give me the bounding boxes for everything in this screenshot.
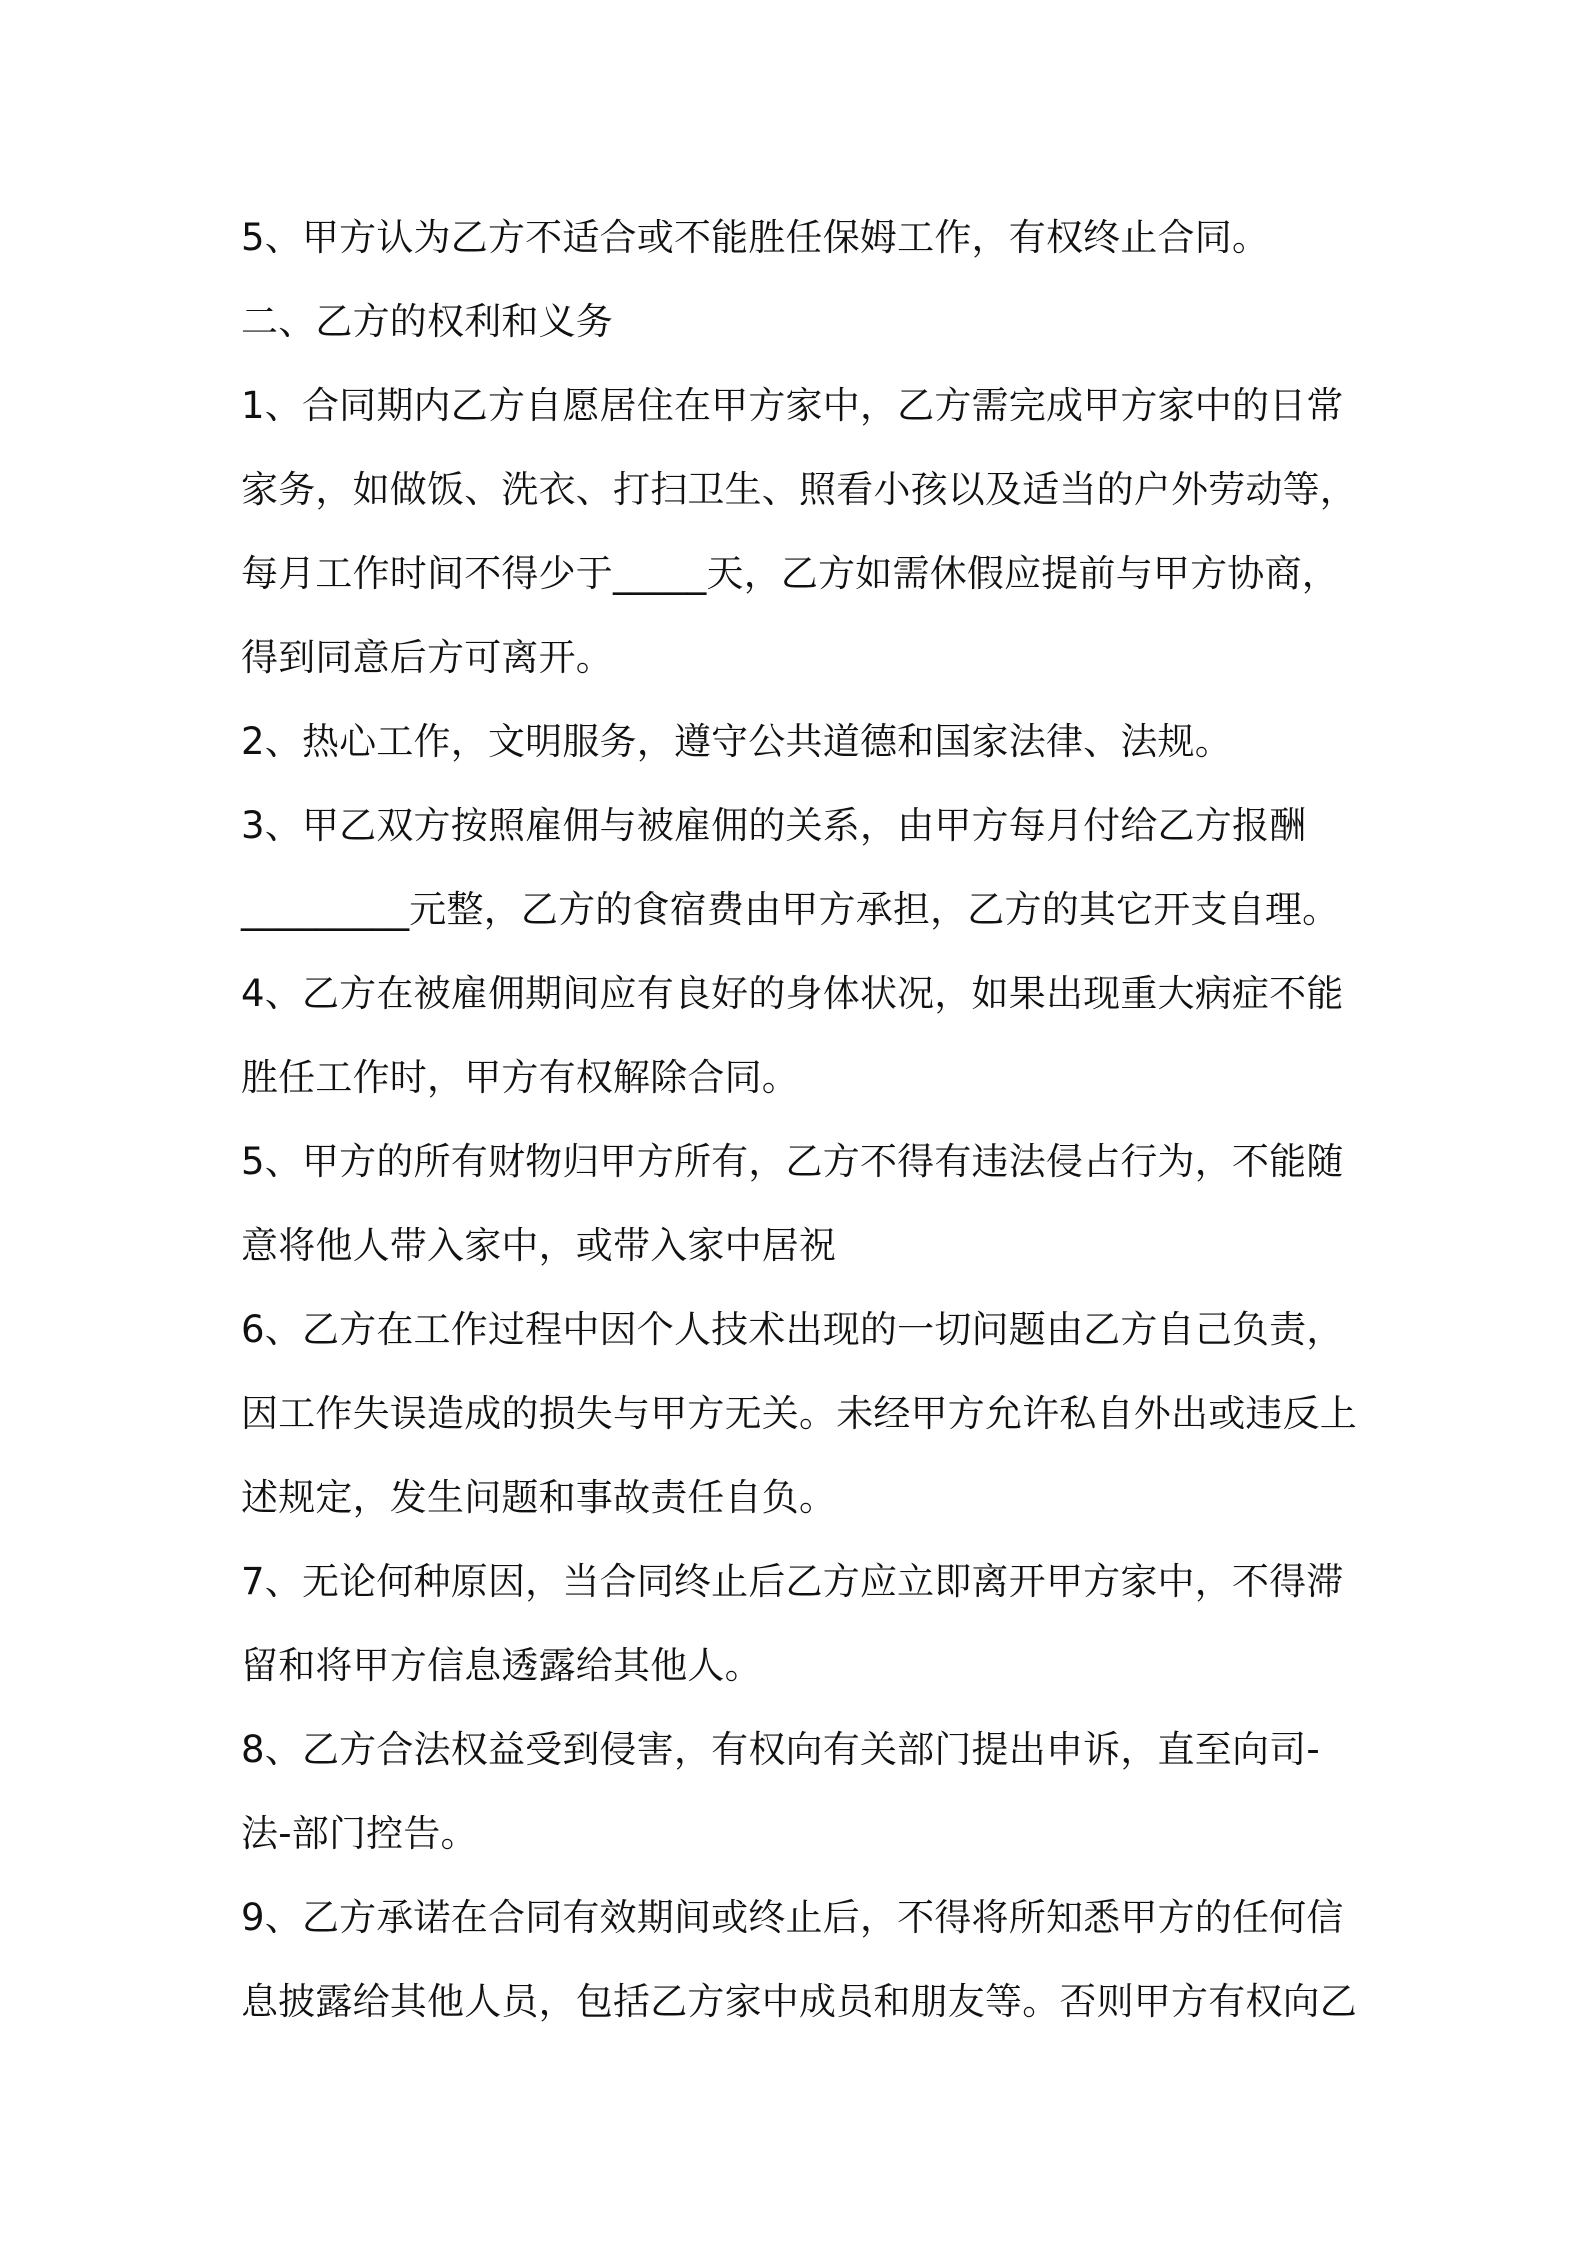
text-line: 因工作失误造成的损失与甲方无关。未经甲方允许私自外出或违反上 <box>241 1392 1357 1435</box>
text-line: 8、乙方合法权益受到侵害，有权向有关部门提出申诉，直至向司- <box>241 1728 1320 1771</box>
section-heading: 二、乙方的权利和义务 <box>241 300 613 343</box>
text-line: 法-部门控告。 <box>241 1812 478 1855</box>
text-line: 5、甲方认为乙方不适合或不能胜任保姆工作，有权终止合同。 <box>241 216 1270 259</box>
text-line: 5、甲方的所有财物归甲方所有，乙方不得有违法侵占行为，不能随 <box>241 1140 1344 1183</box>
text-line: 1、合同期内乙方自愿居住在甲方家中，乙方需完成甲方家中的日常 <box>241 384 1344 427</box>
text-line: 述规定，发生问题和事故责任自负。 <box>241 1476 837 1519</box>
text-line: 9、乙方承诺在合同有效期间或终止后，不得将所知悉甲方的任何信 <box>241 1896 1344 1939</box>
text-line: 得到同意后方可离开。 <box>241 636 613 679</box>
text-line: 7、无论何种原因，当合同终止后乙方应立即离开甲方家中，不得滞 <box>241 1560 1344 1603</box>
text-line: 每月工作时间不得少于_____天，乙方如需休假应提前与甲方协商， <box>241 552 1339 595</box>
text-line: 息披露给其他人员，包括乙方家中成员和朋友等。否则甲方有权向乙 <box>241 1980 1357 2023</box>
text-line: _________元整，乙方的食宿费由甲方承担，乙方的其它开支自理。 <box>241 888 1340 931</box>
document-body <box>241 196 1361 2044</box>
text-line: 胜任工作时，甲方有权解除合同。 <box>241 1056 799 1099</box>
text-line: 6、乙方在工作过程中因个人技术出现的一切问题由乙方自己负责， <box>241 1308 1344 1351</box>
text-line: 家务，如做饭、洗衣、打扫卫生、照看小孩以及适当的户外劳动等， <box>241 468 1357 511</box>
text-line: 4、乙方在被雇佣期间应有良好的身体状况，如果出现重大病症不能 <box>241 972 1344 1015</box>
text-line: 意将他人带入家中，或带入家中居祝 <box>241 1224 837 1267</box>
text-line: 2、热心工作，文明服务，遵守公共道德和国家法律、法规。 <box>241 720 1232 763</box>
text-line: 留和将甲方信息透露给其他人。 <box>241 1644 762 1687</box>
text-line: 3、甲乙双方按照雇佣与被雇佣的关系，由甲方每月付给乙方报酬 <box>241 804 1307 847</box>
